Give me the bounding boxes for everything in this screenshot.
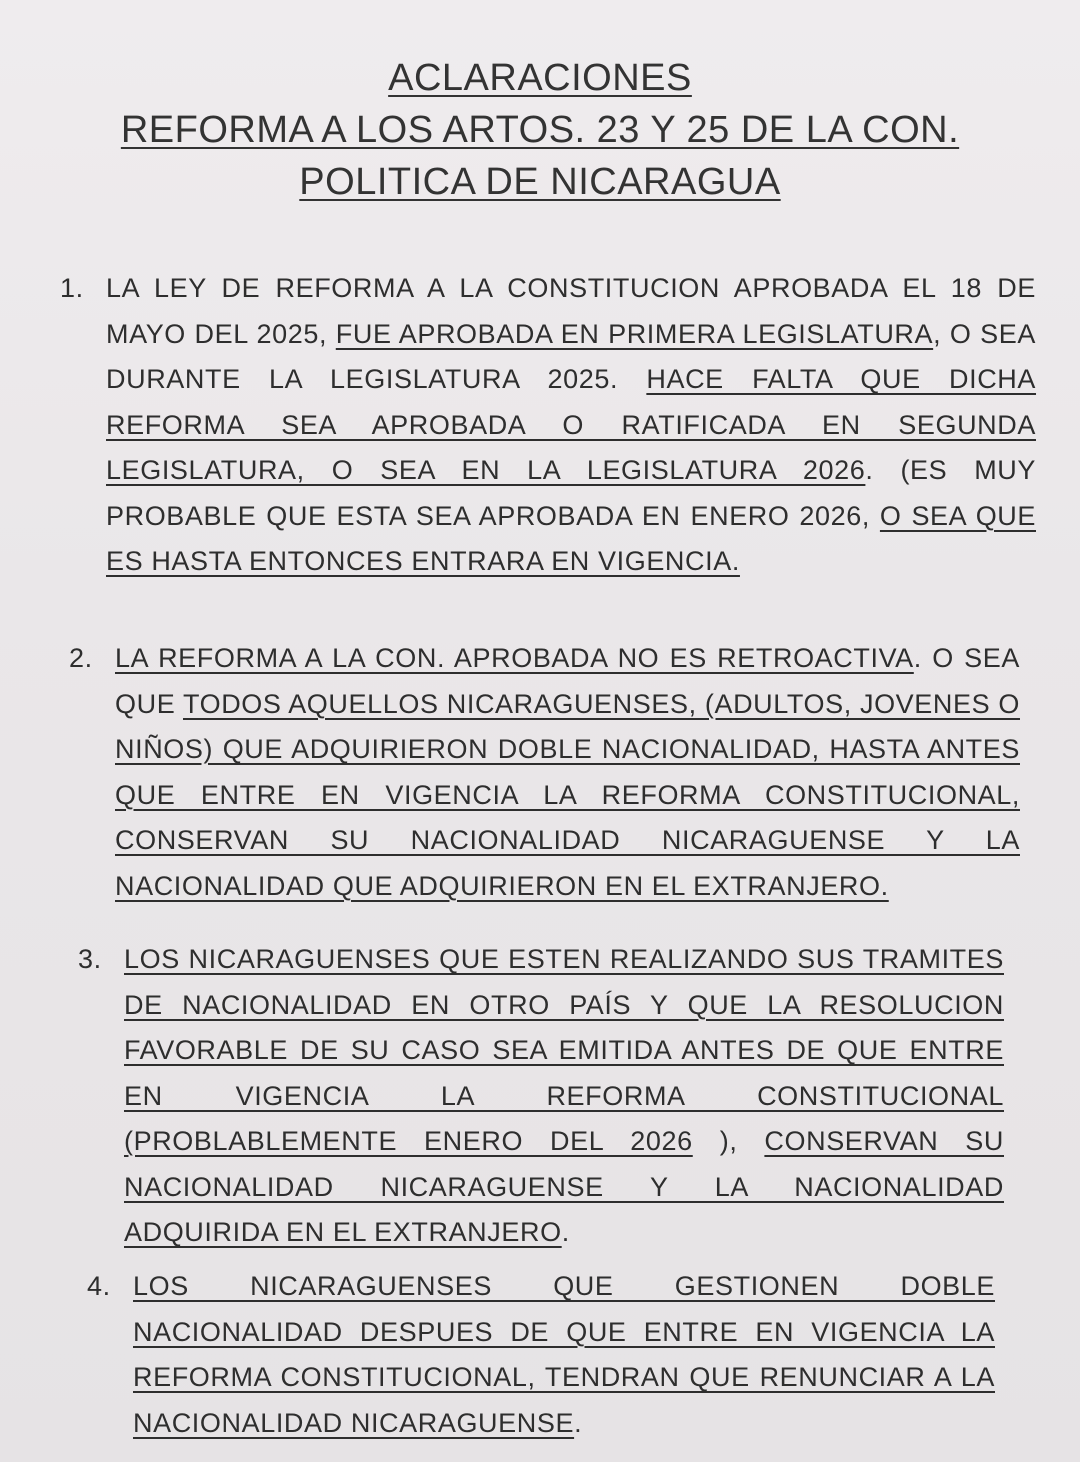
item-text-underlined: HACE FALTA QUE DICHA REFORMA SEA APROBADA O RATIFICADA EN SEGUNDA LEGISLATURA, O SEA EN LA LEGISLATURA 2026 [106,364,1037,485]
item-text-underlined: FUE APROBADA EN PRIMERA LEGISLATURA [335,318,934,349]
item-number: 1. [60,273,84,303]
title-line-3 [0,156,1080,208]
item-number: 2. [69,643,93,673]
item-text-underlined: LOS NICARAGUENSES QUE GESTIONEN DOBLE NACIONALIDAD DESPUES DE QUE ENTRE EN VIGENCIA LA REFORMA CONSTITUCIONAL, TENDRAN QUE RENUNCIAR A LA NACIONALIDAD NICARAGUENSE [133,1271,995,1438]
item-text-underlined: O SEA QUE ES HASTA ENTONCES ENTRARA EN VIGENCIA. [106,500,1036,576]
item-number: 3. [78,944,102,974]
title-text-2: REFORMA A LOS ARTOS. 23 Y 25 DE LA CON. [120,109,960,151]
item-text: LA LEY DE REFORMA A LA CONSTITUCION APROBADA EL 18 DE MAYO DEL 2025, [106,273,1036,349]
document-title [0,52,1080,208]
item-text-underlined: LA REFORMA A LA CON. APROBADA NO ES RETROACTIVA [115,643,914,673]
item-text: . (ES MUY PROBABLE QUE ESTA SEA APROBADA EN ENERO 2026, [106,455,1036,531]
clarification-item-4 [87,1264,995,1446]
item-text-underlined: LOS NICARAGUENSES QUE ESTEN REALIZANDO SUS TRAMITES DE NACIONALIDAD EN OTRO PAÍS Y QUE LA RESOLUCION FAVORABLE DE SU CASO SEA EMITIDA ANTES DE QUE ENTRE EN VIGENCIA LA REFORMA CONSTITUCIONAL (PROBLABLEMENTE ENERO DEL 2026 [124,944,1004,1156]
clarification-item-3 [78,937,1004,1256]
item-text: ), [692,1126,765,1156]
title-line-1 [0,52,1080,104]
item-text: , O SEA DURANTE LA LEGISLATURA 2025. [106,318,1036,394]
item-text-underlined: CONSERVAN SU NACIONALIDAD NICARAGUENSE Y LA NACIONALIDAD ADQUIRIDA EN EL EXTRANJERO [124,1126,1004,1247]
clarification-item-1 [60,266,1037,585]
item-text: . [561,1217,570,1247]
clarification-item-2 [69,636,1020,909]
title-line-2 [0,104,1080,156]
item-text: . O SEA QUE [115,643,1020,719]
item-text-underlined: TODOS AQUELLOS NICARAGUENSES, (ADULTOS, JOVENES O NIÑOS) QUE ADQUIRIERON DOBLE NACIONALIDAD, HASTA ANTES QUE ENTRE EN VIGENCIA LA REFORMA CONSTITUCIONAL, CONSERVAN SU NACIONALIDAD NICARAGUENSE Y LA NACIONALIDAD QUE ADQUIRIERON EN EL EXTRANJERO. [115,688,1020,901]
title-text-1: ACLARACIONES [388,57,692,99]
title-text-3: POLITICA DE NICARAGUA [299,161,781,203]
item-text: . [574,1407,583,1438]
item-number: 4. [87,1271,111,1301]
